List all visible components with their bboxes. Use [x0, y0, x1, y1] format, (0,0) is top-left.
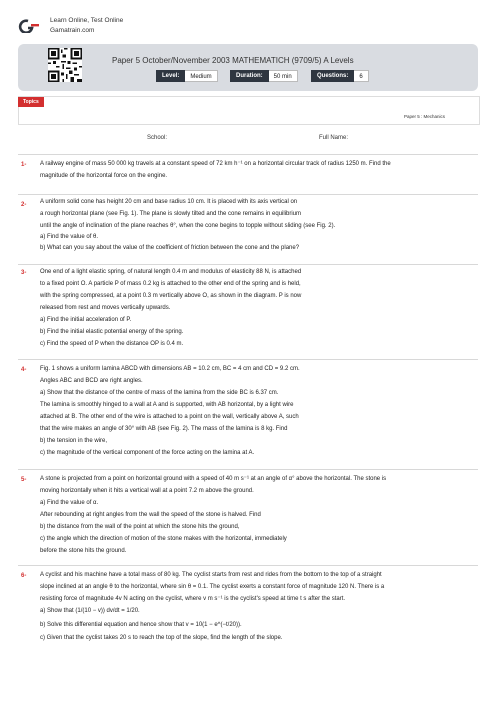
question-text-line: c) Find the speed of P when the distance OP is 0.4 m. — [40, 341, 184, 347]
level-value: Medium — [185, 70, 217, 82]
question-3 — [18, 264, 478, 360]
question-number: 4- — [21, 367, 27, 373]
question-text-line: A railway engine of mass 50 000 kg travels at a constant speed of 72 km h⁻¹ on a horizontal circular track of radius 1250 m. Find the — [40, 161, 391, 167]
topics-panel — [18, 96, 480, 125]
question-text-line: slope inclined at an angle θ to the horizontal, where sin θ = 0.1. The cyclist exerts a constant force of magnitude 120 N. There is a — [40, 584, 385, 590]
question-text-line: a) Show that the distance of the centre of mass of the lamina from the side BC is 6.37 cm. — [40, 390, 279, 396]
questions-value: 6 — [354, 70, 368, 82]
question-text-line: Fig. 1 shows a uniform lamina ABCD with dimensions AB = 10.2 cm, BC = 4 cm and CD = 9.2 cm. — [40, 366, 300, 372]
level-label: Level: — [156, 70, 185, 82]
question-text-line: A uniform solid cone has height 20 cm and base radius 10 cm. It is placed with its axis vertical on — [40, 199, 298, 205]
brand-tagline: Learn Online, Test Online — [50, 17, 124, 24]
question-text-line: to a fixed point O. A particle P of mass 0.2 kg is attached to the other end of the spring and is held, — [40, 281, 301, 287]
question-text-line: magnitude of the horizontal force on the engine. — [40, 173, 168, 179]
questions-label: Questions: — [311, 70, 354, 82]
question-text-line: moving horizontally when it hits a vertical wall at a point 7.2 m above the ground. — [40, 488, 254, 494]
question-1 — [18, 154, 478, 195]
gamatrain-logo-icon — [18, 19, 40, 33]
question-text-line: that the wire makes an angle of 30° with AB (see Fig. 2). The mass of the lamina is 8 kg. Find — [40, 426, 288, 432]
question-text-line: A cyclist and his machine have a total mass of 80 kg. The cyclist starts from rest and rides from the bottom to the top of a straight — [40, 572, 382, 578]
question-text-line: until the angle of inclination of the plane reaches θ°, when the cone begins to topple without sliding (see Fig. 2). — [40, 223, 336, 229]
question-text-line: c) the angle which the direction of motion of the stone makes with the horizontal, immediately — [40, 536, 287, 542]
question-6 — [18, 565, 478, 646]
school-field[interactable]: School: — [147, 135, 168, 141]
question-text-line: Angles ABC and BCD are right angles. — [40, 378, 143, 384]
question-text-line: b) What can you say about the value of the coefficient of friction between the cone and the plane? — [40, 245, 300, 251]
duration-value: 50 min — [269, 70, 298, 82]
question-text-line: a) Show that (1/(10 − v)) dv/dt = 1/20. — [40, 608, 140, 614]
question-number: 6- — [21, 573, 27, 579]
question-text-line: One end of a light elastic spring, of natural length 0.4 m and modulus of elasticity 88 N, is attached — [40, 269, 302, 275]
brand-site[interactable]: Gamatrain.com — [50, 27, 95, 34]
topics-tab[interactable]: Topics — [18, 97, 44, 107]
question-number: 2- — [21, 202, 27, 208]
topic-item: Paper 5 : Mechanics — [403, 114, 445, 119]
question-number: 5- — [21, 477, 27, 483]
question-number: 3- — [21, 270, 27, 276]
question-5 — [18, 469, 478, 566]
paper-header — [18, 44, 478, 91]
question-text-line: a) Find the value of α. — [40, 500, 99, 506]
question-2 — [18, 194, 478, 265]
question-text-line: released from rest and moves vertically upwards. — [40, 305, 171, 311]
brand-header — [18, 14, 228, 38]
duration-label: Duration: — [230, 70, 269, 82]
question-text-line: c) the magnitude of the vertical component of the force acting on the lamina at A. — [40, 450, 255, 456]
question-text-line: with the spring compressed, at a point 0.3 m vertically above O, as shown in the diagram. P is now — [40, 293, 302, 299]
question-text-line: The lamina is smoothly hinged to a wall at A and is supported, with AB horizontal, by a light wire — [40, 402, 294, 408]
question-text-line: b) Find the initial elastic potential energy of the spring. — [40, 329, 184, 335]
question-text-line: a rough horizontal plane (see Fig. 1). The plane is slowly tilted and the cone remains in equilibrium — [40, 211, 302, 217]
question-text-line: c) Given that the cyclist takes 20 s to reach the top of the slope, find the length of the slope. — [40, 635, 283, 641]
questions-badge — [311, 70, 369, 82]
question-text-line: b) Solve this differential equation and hence show that v = 10(1 − e^(−t/20)). — [40, 622, 242, 628]
question-text-line: a) Find the value of θ. — [40, 234, 99, 240]
paper-title: Paper 5 October/November 2003 MATHEMATICH (9709/5) A Levels — [112, 56, 354, 65]
fullname-field[interactable]: Full Name: — [319, 135, 349, 141]
question-4 — [18, 359, 478, 470]
question-text-line: A stone is projected from a point on horizontal ground with a speed of 40 m s⁻¹ at an angle of α° above the horizontal. The stone is — [40, 476, 387, 482]
question-number: 1- — [21, 162, 27, 168]
duration-badge — [230, 70, 298, 82]
question-text-line: b) the tension in the wire, — [40, 438, 108, 444]
qr-code-icon — [48, 48, 82, 82]
level-badge — [156, 70, 218, 82]
question-text-line: After rebounding at right angles from the wall the speed of the stone is halved. Find — [40, 512, 261, 518]
question-text-line: resisting force of magnitude 4v N acting on the cyclist, where v m s⁻¹ is the cyclist's speed at time t s after the start. — [40, 596, 346, 602]
question-text-line: before the stone hits the ground. — [40, 548, 127, 554]
question-text-line: a) Find the initial acceleration of P. — [40, 317, 132, 323]
question-text-line: b) the distance from the wall of the point at which the stone hits the ground, — [40, 524, 240, 530]
question-text-line: attached at B. The other end of the wire is attached to a point on the wall, vertically above A, such — [40, 414, 299, 420]
